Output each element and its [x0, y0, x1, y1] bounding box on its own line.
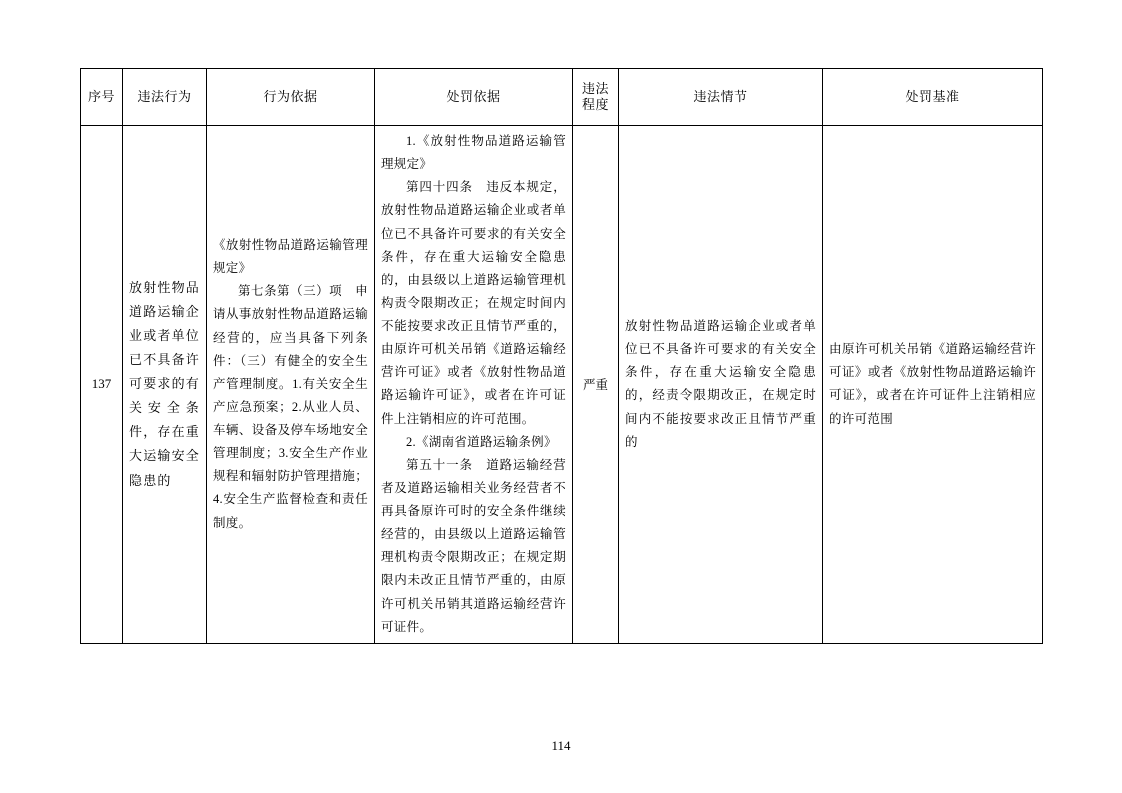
act-basis-paragraph-2: 第七条第（三）项 申请从事放射性物品道路运输经营的，应当具备下列条件：（三）有健全的安全生产管理制度。1.有关安全生产应急预案；2.从业人员、车辆、设备及停车场地安全管理制度；3.安全生产作业规程和辐射防护管理措施；4.安全生产监督检查和责任制度。 — [213, 284, 368, 530]
column-header-degree — [573, 69, 619, 126]
column-header-standard — [823, 69, 1043, 126]
column-header-penalty-basis — [375, 69, 573, 126]
column-header-degree-label: 违法程度 — [581, 80, 609, 112]
column-header-act-basis — [207, 69, 375, 126]
column-header-standard-label: 处罚基准 — [905, 89, 960, 105]
cell-standard: 由原许可机关吊销《道路运输经营许可证》或者《放射性物品道路运输许可证》，或者在许可证件上注销相应的许可范围 — [823, 126, 1043, 644]
column-header-sequence — [81, 69, 123, 126]
column-header-circumstance-label: 违法情节 — [693, 89, 748, 105]
cell-violation: 放射性物品道路运输企业或者单位已不具备许可要求的有关安全条件，存在重大运输安全隐患的 — [123, 126, 207, 644]
cell-degree: 严重 — [573, 126, 619, 644]
cell-sequence: 137 — [81, 126, 123, 644]
column-header-violation — [123, 69, 207, 126]
cell-act-basis — [207, 126, 375, 644]
table-header-row — [81, 69, 1043, 126]
column-header-act-basis-label: 行为依据 — [263, 89, 318, 105]
column-header-violation-label: 违法行为 — [137, 89, 192, 105]
penalty-standards-table — [80, 68, 1043, 644]
column-header-sequence-label: 序号 — [87, 89, 115, 105]
column-header-circumstance — [619, 69, 823, 126]
penalty-basis-paragraph-4: 第五十一条 道路运输经营者及道路运输相关业务经营者不再具备原许可时的安全条件继续经营的，由县级以上道路运输管理机构责令限期改正；在规定期限内未改正且情节严重的，由原许可机关吊销其道路运输经营许可证件。 — [381, 457, 566, 634]
cell-penalty-basis — [375, 126, 573, 644]
column-header-penalty-basis-label: 处罚依据 — [446, 89, 501, 105]
page-number: 114 — [551, 738, 571, 753]
penalty-basis-paragraph-1: 1.《放射性物品道路运输管理规定》 — [381, 134, 566, 172]
penalty-basis-paragraph-3: 2.《湖南省道路运输条例》 — [406, 434, 557, 449]
cell-circumstance: 放射性物品道路运输企业或者单位已不具备许可要求的有关安全条件，存在重大运输安全隐患的，经责令限期改正，在规定时间内不能按要求改正且情节严重的 — [619, 126, 823, 644]
table-row — [81, 126, 1043, 644]
act-basis-paragraph-1: 《放射性物品道路运输管理规定》 — [213, 238, 368, 276]
penalty-basis-paragraph-2: 第四十四条 违反本规定，放射性物品道路运输企业或者单位已不具备许可要求的有关安全条件，存在重大运输安全隐患的，由县级以上道路运输管理机构责令限期改正；在规定时间内不能按要求改正且情节严重的，由原许可机关吊销《道路运输经营许可证》或者《放射性物品道路运输许可证》，或者在许可证件上注销相应的许可范围。 — [381, 180, 566, 426]
